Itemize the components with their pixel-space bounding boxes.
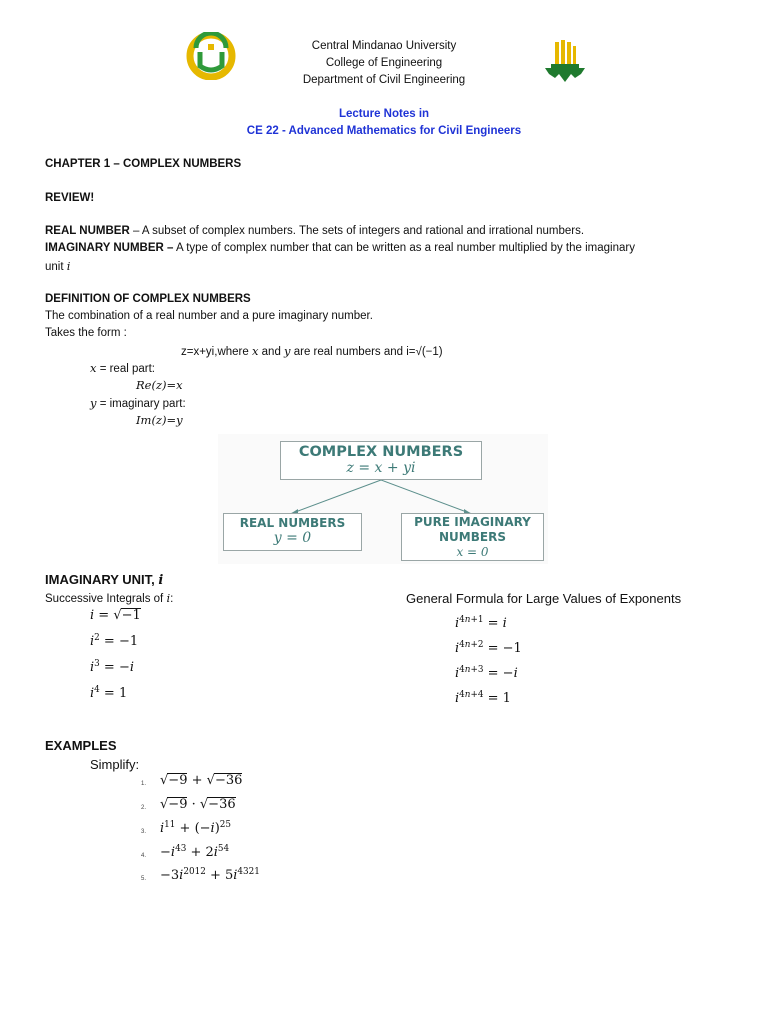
simplify-label: Simplify: bbox=[90, 757, 140, 772]
college-name: College of Engineering bbox=[325, 57, 443, 69]
general-formula-3: $i^{4n+3} = -i$ bbox=[455, 665, 518, 681]
form-are: are real numbers and bbox=[290, 346, 407, 358]
imaginary-part-label bbox=[90, 396, 186, 410]
complex-numbers-eq: z = x + yi bbox=[346, 460, 416, 476]
definition-title: DEFINITION OF COMPLEX NUMBERS bbox=[45, 293, 251, 305]
im-equation: Im(z)=y bbox=[136, 413, 183, 427]
example-number-4: 4. bbox=[141, 853, 147, 859]
example-number-1: 1. bbox=[141, 781, 147, 787]
real-numbers-eq: y = 0 bbox=[273, 530, 312, 546]
example-number-5: 5. bbox=[141, 876, 147, 882]
imaginary-number-term: IMAGINARY NUMBER – bbox=[45, 242, 174, 254]
example-5: $-3i^{2012} + 5i^{4321}$ bbox=[160, 867, 260, 883]
imaginary-part-text: = imaginary part: bbox=[96, 398, 186, 410]
form-i: i=√(−1) bbox=[406, 346, 443, 358]
real-numbers-title: REAL NUMBERS bbox=[239, 516, 346, 530]
imaginary-number-definition-line2 bbox=[45, 259, 70, 273]
chapter-title: CHAPTER 1 – COMPLEX NUMBERS bbox=[45, 158, 242, 170]
complex-numbers-title: COMPLEX NUMBERS bbox=[298, 444, 464, 460]
example-4: $-i^{43} + 2i^{54}$ bbox=[160, 844, 230, 860]
complex-form-equation bbox=[181, 344, 443, 358]
power-i-3: $i^3 = -i$ bbox=[90, 659, 135, 675]
lecture-notes-label: Lecture Notes in bbox=[338, 108, 430, 120]
real-number-term: REAL NUMBER bbox=[45, 225, 130, 237]
imaginary-unit-title-text: IMAGINARY UNIT, bbox=[45, 572, 159, 587]
imaginary-number-definition bbox=[45, 242, 735, 254]
complex-numbers-diagram bbox=[218, 434, 548, 564]
imaginary-number-text: A type of complex number that can be written as a real number multiplied by the imaginary bbox=[173, 242, 635, 254]
real-number-definition bbox=[45, 225, 735, 237]
pure-imaginary-title-2: NUMBERS bbox=[439, 530, 506, 544]
course-title: CE 22 - Advanced Mathematics for Civil Engineers bbox=[246, 125, 522, 137]
power-i-1: i = √−1 bbox=[90, 608, 141, 623]
form-y: y bbox=[284, 344, 291, 358]
form-x: x bbox=[251, 344, 259, 358]
power-i-2: $i^2 = -1$ bbox=[90, 633, 139, 649]
general-formula-4: $i^{4n+4} = 1$ bbox=[455, 690, 511, 706]
real-numbers-box bbox=[223, 513, 362, 551]
real-part-text: = real part: bbox=[96, 363, 155, 375]
example-number-3: 3. bbox=[141, 829, 147, 835]
imaginary-unit-title-i: i bbox=[158, 573, 164, 588]
form-eq: z=x+yi bbox=[181, 346, 215, 358]
definition-line1: The combination of a real number and a pure imaginary number. bbox=[45, 310, 373, 322]
general-formula-title: General Formula for Large Values of Exponents bbox=[406, 591, 682, 606]
definition-line2: Takes the form : bbox=[45, 327, 127, 339]
department-name: Department of Civil Engineering bbox=[302, 74, 466, 86]
form-and: and bbox=[258, 346, 285, 358]
re-equation: Re(z)=x bbox=[136, 378, 183, 392]
real-part-label bbox=[90, 361, 155, 375]
y-var: y bbox=[90, 396, 97, 410]
unit-i: i bbox=[66, 259, 71, 273]
university-name: Central Mindanao University bbox=[311, 40, 457, 52]
college-logo bbox=[541, 38, 589, 86]
x-var: x bbox=[90, 361, 97, 375]
pure-imaginary-title-1: PURE IMAGINARY bbox=[414, 515, 531, 529]
example-2: √−9 · √−36 bbox=[160, 797, 236, 812]
successive-text: Successive Integrals of bbox=[45, 593, 167, 605]
review-title: REVIEW! bbox=[45, 192, 95, 204]
real-number-text: – A subset of complex numbers. The sets of integers and rational and irrational numbers. bbox=[129, 225, 585, 237]
successive-colon: : bbox=[170, 593, 174, 605]
complex-numbers-box bbox=[280, 441, 482, 480]
imaginary-unit-title bbox=[45, 572, 163, 588]
pure-imaginary-eq: x = 0 bbox=[456, 545, 489, 559]
pure-imaginary-box bbox=[401, 513, 544, 561]
form-where: ,where bbox=[214, 346, 252, 358]
examples-title: EXAMPLES bbox=[45, 738, 117, 753]
cmu-logo bbox=[184, 32, 238, 80]
power-i-4: $i^4 = 1$ bbox=[90, 685, 128, 701]
example-number-2: 2. bbox=[141, 805, 147, 811]
successive-i: i bbox=[166, 591, 171, 605]
example-3: $i^{11} + (-i)^{25}$ bbox=[160, 820, 232, 836]
general-formula-2: $i^{4n+2} = -1$ bbox=[455, 640, 522, 656]
general-formula-1: $i^{4n+1} = i$ bbox=[455, 615, 507, 631]
imaginary-number-text-2: unit bbox=[45, 261, 67, 273]
successive-label bbox=[45, 591, 173, 605]
example-1: √−9 + √−36 bbox=[160, 773, 243, 788]
